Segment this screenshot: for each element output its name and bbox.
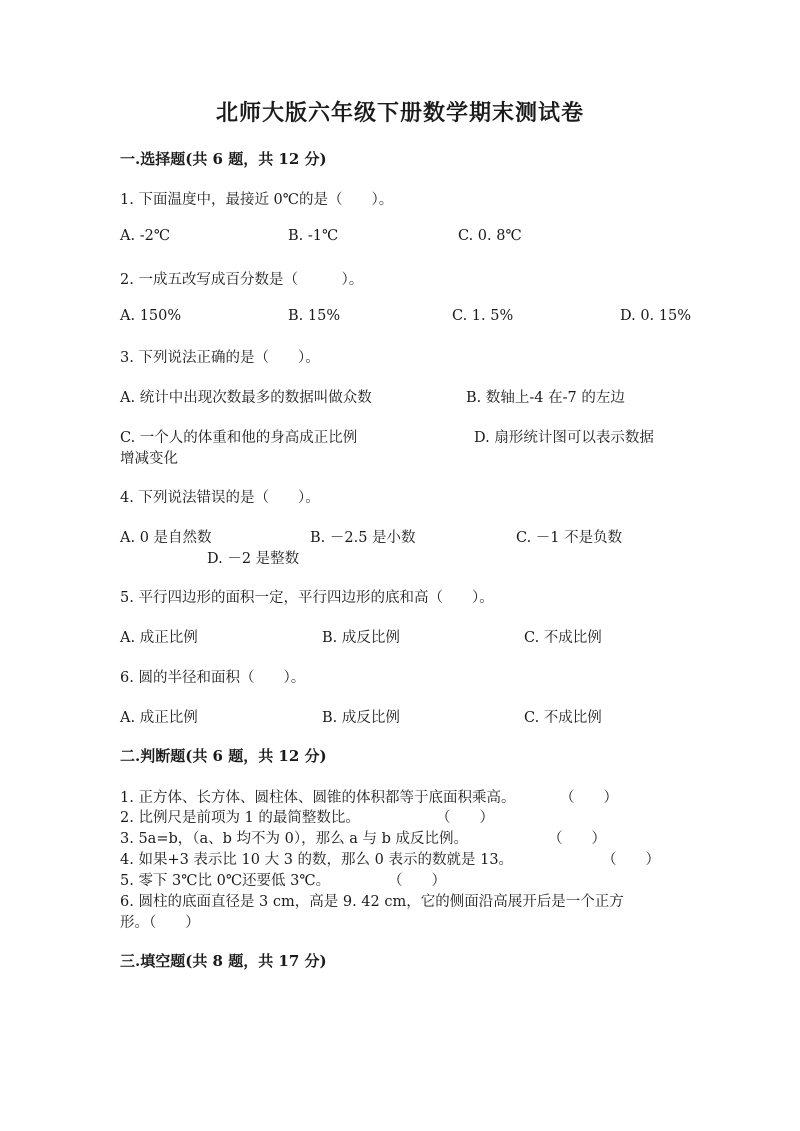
option-c: C. 1. 5% <box>452 308 514 324</box>
judge-item: 2. 比例尺是前项为 1 的最简整数比。 <box>120 810 360 826</box>
option-d-continued: 增减变化 <box>120 451 178 467</box>
option-c: C. 不成比例 <box>524 630 602 646</box>
option-d: D. －2 是整数 <box>207 551 300 567</box>
question-stem: 2. 一成五改写成百分数是（ ）。 <box>120 272 364 288</box>
option-a: A. -2℃ <box>120 228 171 244</box>
judge-item: 5. 零下 3℃比 0℃还要低 3℃。 <box>120 873 331 889</box>
option-a: A. 成正比例 <box>120 710 198 726</box>
option-c: C. 不成比例 <box>524 710 602 726</box>
judge-item-continued: 形。（ ） <box>120 915 200 931</box>
question-stem: 5. 平行四边形的面积一定，平行四边形的底和高（ ）。 <box>120 590 494 606</box>
judge-item: 6. 圆柱的底面直径是 3 cm，高是 9. 42 cm，它的侧面沿高展开后是一个正方 <box>120 894 624 910</box>
option-b: B. 数轴上-4 在-7 的左边 <box>466 390 625 406</box>
answer-paren: （ ） <box>560 790 618 806</box>
question-stem: 3. 下列说法正确的是（ ）。 <box>120 350 320 366</box>
answer-paren: （ ） <box>388 873 446 889</box>
option-b: B. 成反比例 <box>322 710 400 726</box>
section-heading-fill: 三.填空题(共 8 题，共 17 分) <box>120 952 327 970</box>
option-a: A. 150% <box>120 308 182 324</box>
section-heading-choice: 一.选择题(共 6 题，共 12 分) <box>120 150 327 168</box>
option-a: A. 0 是自然数 <box>120 530 212 546</box>
option-d: D. 扇形统计图可以表示数据 <box>474 430 654 446</box>
answer-paren: （ ） <box>436 810 494 826</box>
judge-item: 1. 正方体、长方体、圆柱体、圆锥的体积都等于底面积乘高。 <box>120 790 516 806</box>
option-b: B. 15% <box>288 308 341 324</box>
answer-paren: （ ） <box>602 852 660 868</box>
option-b: B. 成反比例 <box>322 630 400 646</box>
option-c: C. 一个人的体重和他的身高成正比例 <box>120 430 358 446</box>
option-d: D. 0. 15% <box>620 308 691 324</box>
section-heading-judge: 二.判断题(共 6 题，共 12 分) <box>120 747 327 765</box>
answer-paren: （ ） <box>548 831 606 847</box>
judge-item: 4. 如果+3 表示比 10 大 3 的数，那么 0 表示的数就是 13。 <box>120 852 514 868</box>
option-a: A. 成正比例 <box>120 630 198 646</box>
option-b: B. -1℃ <box>288 228 339 244</box>
page-title: 北师大版六年级下册数学期末测试卷 <box>215 100 584 126</box>
question-stem: 6. 圆的半径和面积（ ）。 <box>120 670 306 686</box>
question-stem: 1. 下面温度中，最接近 0℃的是（ ）。 <box>120 192 394 208</box>
question-stem: 4. 下列说法错误的是（ ）。 <box>120 490 320 506</box>
judge-item: 3. 5a=b，（a、b 均不为 0），那么 a 与 b 成反比例。 <box>120 831 468 847</box>
option-c: C. －1 不是负数 <box>516 530 623 546</box>
option-b: B. －2.5 是小数 <box>310 530 416 546</box>
option-c: C. 0. 8℃ <box>458 228 522 244</box>
option-a: A. 统计中出现次数最多的数据叫做众数 <box>120 390 372 406</box>
